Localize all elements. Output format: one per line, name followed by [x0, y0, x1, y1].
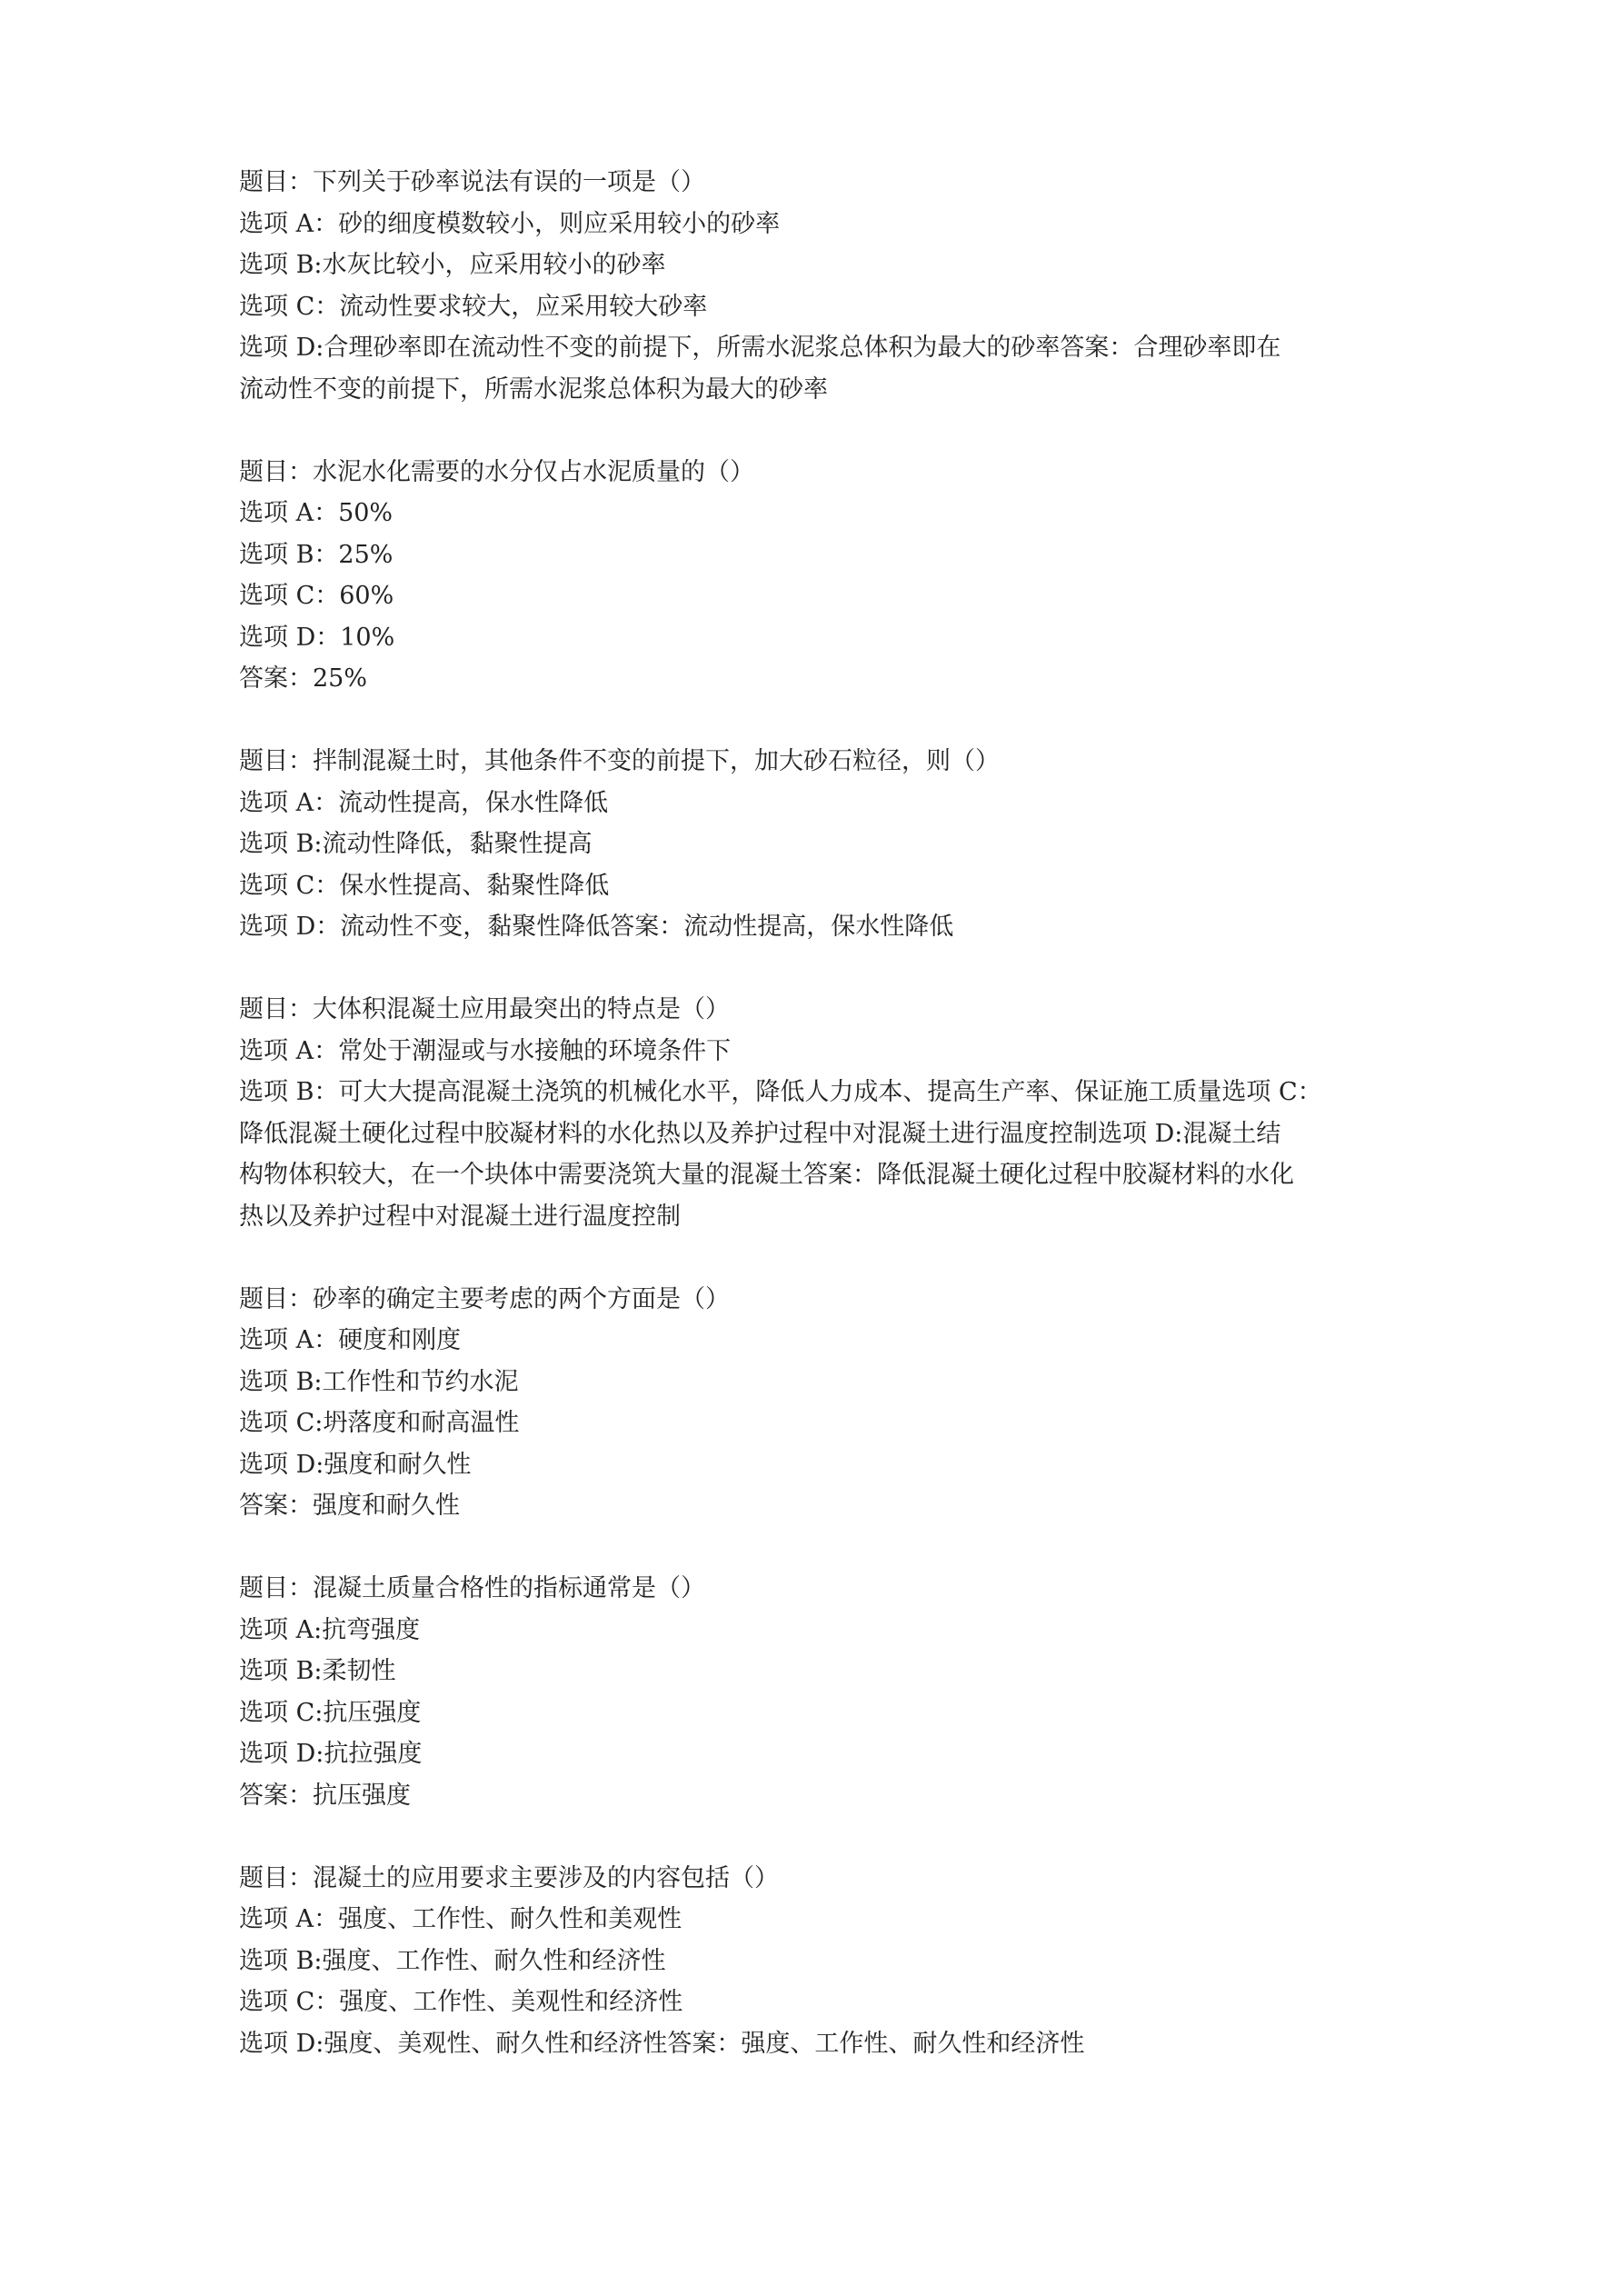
answer-continuation: 流动性不变的前提下，所需水泥浆总体积为最大的砂率 — [239, 374, 828, 404]
option-a: 选项 A：50% — [239, 499, 394, 527]
option-b: 选项 B:流动性降低，黏聚性提高 — [239, 830, 593, 858]
option-c-with-option-d: 降低混凝土硬化过程中胶凝材料的水化热以及养护过程中对混凝土进行温度控制选项 D:混凝土结 — [239, 1119, 1281, 1148]
option-d: 选项 D:强度和耐久性 — [239, 1450, 472, 1479]
question-title: 题目：下列关于砂率说法有误的一项是（） — [239, 168, 705, 196]
option-d-with-answer: 选项 D:合理砂率即在流动性不变的前提下，所需水泥浆总体积为最大的砂率答案：合理砂率即在 — [239, 334, 1281, 362]
option-b: 选项 B：25% — [239, 540, 394, 569]
answer: 答案：25% — [239, 664, 368, 693]
document-page — [239, 162, 1420, 2106]
option-a: 选项 A：砂的细度模数较小，则应采用较小的砂率 — [239, 209, 781, 238]
option-d: 选项 D：10% — [239, 623, 395, 652]
option-d-with-answer: 选项 D:强度、美观性、耐久性和经济性答案：强度、工作性、耐久性和经济性 — [239, 2029, 1085, 2058]
option-c: 选项 C:坍落度和耐高温性 — [239, 1409, 520, 1437]
option-b: 选项 B:强度、工作性、耐久性和经济性 — [239, 1946, 666, 1975]
option-d-with-answer: 构物体积较大，在一个块体中需要浇筑大量的混凝土答案：降低混凝土硬化过程中胶凝材料的水化 — [239, 1161, 1294, 1189]
question-6 — [239, 1568, 1420, 1816]
question-4 — [239, 989, 1420, 1237]
option-c: 选项 C：保水性提高、黏聚性降低 — [239, 871, 610, 900]
question-2 — [239, 452, 1420, 700]
option-d: 选项 D:抗拉强度 — [239, 1740, 423, 1768]
option-b: 选项 B:工作性和节约水泥 — [239, 1367, 519, 1396]
answer-continuation: 热以及养护过程中对混凝土进行温度控制 — [239, 1202, 681, 1231]
option-c: 选项 C：60% — [239, 582, 394, 610]
option-a: 选项 A：硬度和刚度 — [239, 1326, 462, 1354]
option-a: 选项 A：强度、工作性、耐久性和美观性 — [239, 1905, 682, 1933]
question-title: 题目：拌制混凝土时，其他条件不变的前提下，加大砂石粒径，则（） — [239, 747, 1000, 775]
question-title: 题目：大体积混凝土应用最突出的特点是（） — [239, 995, 730, 1023]
question-1 — [239, 162, 1420, 410]
answer: 答案：强度和耐久性 — [239, 1492, 460, 1520]
answer: 答案：抗压强度 — [239, 1781, 411, 1810]
question-5 — [239, 1279, 1420, 1527]
question-title: 题目：水泥水化需要的水分仅占水泥质量的（） — [239, 457, 754, 486]
option-b: 选项 B:柔韧性 — [239, 1657, 396, 1685]
option-c: 选项 C：强度、工作性、美观性和经济性 — [239, 1988, 683, 2016]
question-title: 题目：砂率的确定主要考虑的两个方面是（） — [239, 1284, 730, 1313]
question-title: 题目：混凝土的应用要求主要涉及的内容包括（） — [239, 1863, 779, 1892]
option-c: 选项 C:抗压强度 — [239, 1698, 422, 1727]
question-7 — [239, 1858, 1420, 2065]
option-b-with-option-c: 选项 B：可大大提高混凝土浇筑的机械化水平，降低人力成本、提高生产率、保证施工质量选项 C： — [239, 1078, 1322, 1106]
option-b: 选项 B:水灰比较小，应采用较小的砂率 — [239, 251, 666, 279]
option-d-with-answer: 选项 D：流动性不变，黏聚性降低答案：流动性提高，保水性降低 — [239, 913, 954, 941]
option-a: 选项 A:抗弯强度 — [239, 1615, 421, 1644]
question-title: 题目：混凝土质量合格性的指标通常是（） — [239, 1574, 705, 1602]
option-a: 选项 A：流动性提高，保水性降低 — [239, 788, 609, 817]
question-3 — [239, 741, 1420, 948]
option-a: 选项 A：常处于潮湿或与水接触的环境条件下 — [239, 1036, 732, 1065]
option-c: 选项 C：流动性要求较大，应采用较大砂率 — [239, 292, 708, 321]
